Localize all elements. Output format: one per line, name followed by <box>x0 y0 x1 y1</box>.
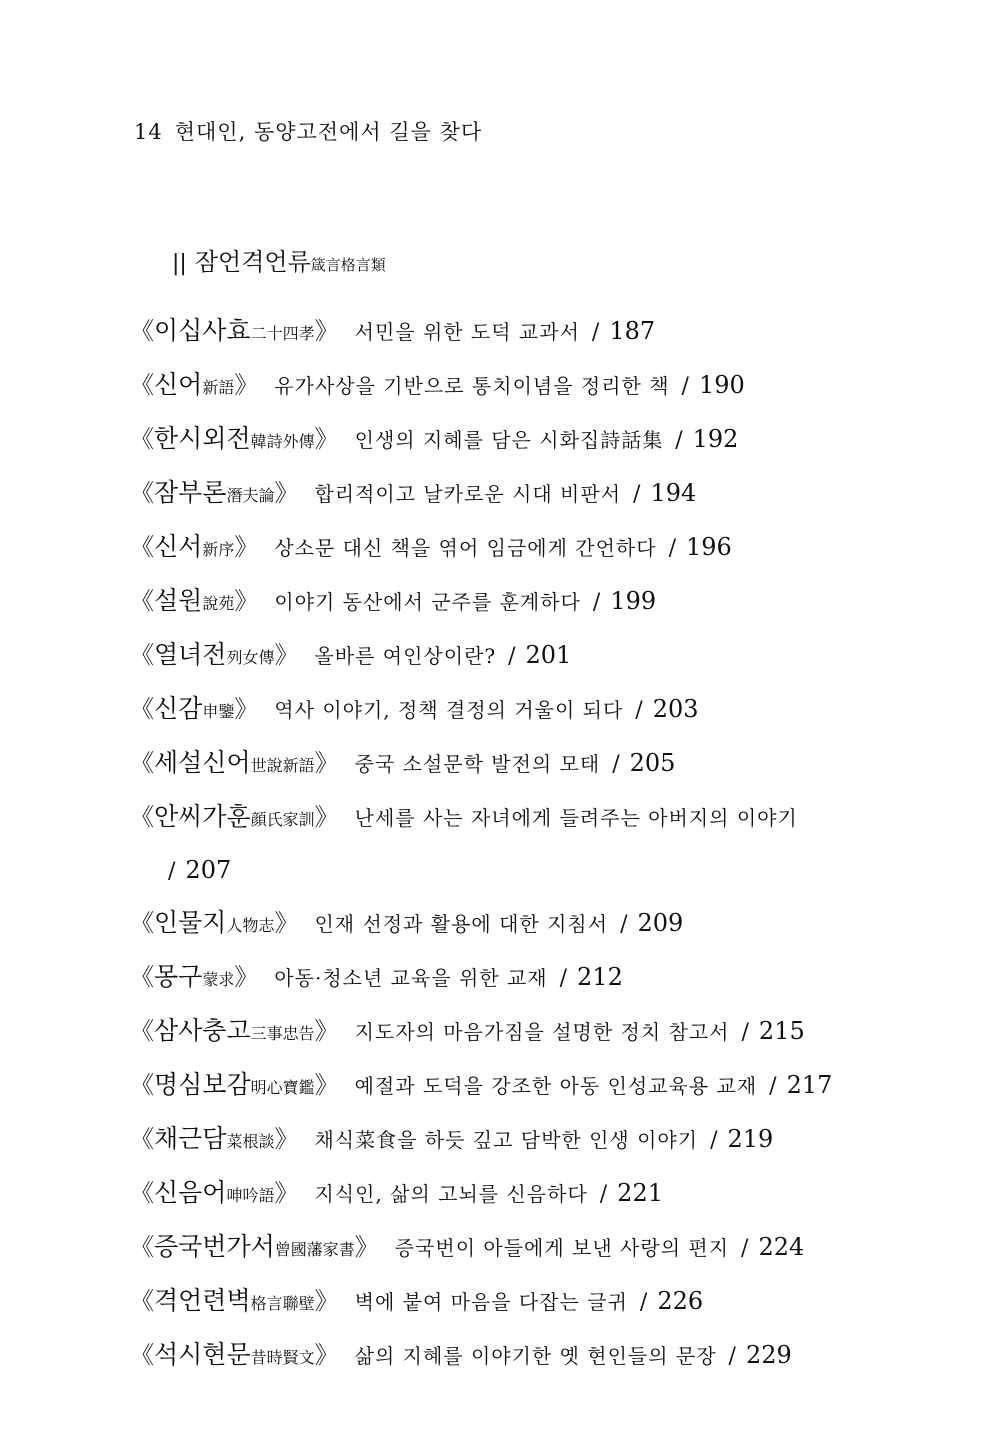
page-number: 14 <box>134 120 163 144</box>
page-separator: / <box>728 1344 736 1369</box>
entry-description: 상소문 대신 책을 엮어 임금에게 간언하다 <box>274 536 657 560</box>
book-open-bracket: 《 <box>130 1287 154 1315</box>
book-title-korean: 몽구 <box>154 962 203 991</box>
page-separator: / <box>635 698 643 723</box>
entry-page-number: 212 <box>577 963 623 991</box>
book-title-korean: 격언련벽 <box>154 1286 251 1315</box>
entry-description: 올바른 여인상이란? <box>314 644 497 668</box>
entry-page-number: 201 <box>525 641 572 669</box>
entry-page-number: 203 <box>652 695 699 723</box>
page-separator: / <box>675 428 683 453</box>
book-title-korean: 채근담 <box>154 1124 227 1153</box>
book-close-bracket: 》 <box>314 1287 339 1315</box>
entry-page-number: 221 <box>617 1179 663 1207</box>
book-open-bracket: 《 <box>130 587 154 615</box>
entry-page-number: 229 <box>745 1341 792 1369</box>
book-title-hanja: 世說新語 <box>250 756 315 775</box>
page-separator: / <box>710 1128 718 1153</box>
book-title-korean: 석시현문 <box>154 1340 251 1369</box>
toc-entry <box>130 1275 890 1329</box>
toc-entry <box>130 305 890 359</box>
page-separator: / <box>508 644 516 669</box>
toc-entry <box>130 1113 890 1167</box>
book-title-hanja: 蒙求 <box>202 970 235 989</box>
book-title-hanja: 呻吟語 <box>226 1186 275 1205</box>
entry-description: 합리적이고 날카로운 시대 비판서 <box>314 482 622 506</box>
book-close-bracket: 》 <box>314 1341 339 1369</box>
book-open-bracket: 《 <box>130 1017 154 1045</box>
book-title-hanja: 明心寶鑑 <box>250 1078 315 1097</box>
toc-entry <box>130 897 890 951</box>
entry-page-number: 219 <box>727 1125 774 1153</box>
book-title-korean: 명심보감 <box>154 1070 251 1099</box>
book-title-hanja: 昔時賢文 <box>250 1348 315 1367</box>
book-close-bracket: 》 <box>274 909 299 937</box>
book-open-bracket: 《 <box>130 317 154 345</box>
book-close-bracket: 》 <box>234 963 259 991</box>
book-close-bracket: 》 <box>234 533 259 561</box>
page-separator: / <box>639 1290 648 1315</box>
entry-description: 벽에 붙여 마음을 다잡는 글귀 <box>354 1290 628 1314</box>
book-close-bracket: 》 <box>274 641 299 669</box>
entry-description: 삶의 지혜를 이야기한 옛 현인들의 문장 <box>354 1344 717 1368</box>
book-close-bracket: 》 <box>274 479 299 507</box>
page-separator: / <box>559 966 568 991</box>
entry-description: 유가사상을 기반으로 통치이념을 정리한 책 <box>274 374 670 398</box>
book-open-bracket: 《 <box>130 749 154 777</box>
toc-entry <box>130 791 890 897</box>
book-title-korean: 이십사효 <box>154 316 251 345</box>
toc-entry <box>130 737 890 791</box>
book-title-hanja: 曾國藩家書 <box>274 1240 355 1259</box>
book-title-korean: 신감 <box>154 694 203 723</box>
entry-description: 인생의 지혜를 담은 시화집詩話集 <box>354 428 664 452</box>
entry-description: 중국 소설문학 발전의 모태 <box>354 752 601 776</box>
book-open-bracket: 《 <box>130 1233 154 1261</box>
entry-description: 채식菜食을 하듯 깊고 담박한 인생 이야기 <box>314 1128 699 1152</box>
book-open-bracket: 《 <box>130 695 154 723</box>
book-open-bracket: 《 <box>130 1341 154 1369</box>
page-separator: / <box>681 374 689 399</box>
page-separator: / <box>769 1074 777 1099</box>
book-close-bracket: 》 <box>314 1017 339 1045</box>
book-close-bracket: 》 <box>314 1071 339 1099</box>
book-title-hanja: 菜根談 <box>226 1132 275 1151</box>
toc-entry <box>130 521 890 575</box>
entry-description: 난세를 사는 자녀에게 들려주는 아버지의 이야기 <box>354 806 798 830</box>
book-close-bracket: 》 <box>314 803 339 831</box>
entry-description: 아동·청소년 교육을 위한 교재 <box>274 966 548 990</box>
page-separator: / <box>633 482 641 507</box>
book-open-bracket: 《 <box>130 641 154 669</box>
book-title-hanja: 三事忠告 <box>250 1024 315 1043</box>
book-title-korean: 설원 <box>154 586 203 615</box>
book-close-bracket: 》 <box>314 317 339 345</box>
book-title-korean: 잠부론 <box>154 478 227 507</box>
book-title-hanja: 二十四孝 <box>250 324 315 343</box>
entry-description: 지도자의 마음가짐을 설명한 정치 참고서 <box>354 1020 730 1044</box>
entry-page-number: 226 <box>657 1287 704 1315</box>
book-title-hanja: 格言聯壁 <box>250 1294 315 1313</box>
book-title-korean: 인물지 <box>154 908 227 937</box>
section-heading <box>172 242 386 277</box>
book-close-bracket: 》 <box>274 1125 299 1153</box>
book-title-hanja: 顔氏家訓 <box>250 810 315 829</box>
entry-page-number: 205 <box>629 749 676 777</box>
section-marker: || <box>172 251 187 276</box>
toc-entry <box>130 951 890 1005</box>
book-title-hanja: 潛夫論 <box>226 486 275 505</box>
entry-page-number: 217 <box>786 1071 833 1099</box>
toc-entry <box>130 683 890 737</box>
book-open-bracket: 《 <box>130 909 154 937</box>
toc-entry <box>130 575 890 629</box>
entry-page-number: 207 <box>185 856 232 884</box>
book-title-hanja: 人物志 <box>226 916 275 935</box>
book-title-korean: 한시외전 <box>154 424 251 453</box>
toc-entry <box>130 629 890 683</box>
page-separator: / <box>612 752 620 777</box>
book-title-hanja: 新序 <box>202 540 235 559</box>
entry-page-number: 209 <box>637 909 684 937</box>
book-close-bracket: 》 <box>234 371 259 399</box>
book-title-korean: 신어 <box>154 370 203 399</box>
book-title-korean: 신서 <box>154 532 203 561</box>
book-open-bracket: 《 <box>130 479 154 507</box>
toc-entry <box>130 1167 890 1221</box>
entry-description: 인재 선정과 활용에 대한 지침서 <box>314 912 609 936</box>
book-title-korean: 신음어 <box>154 1178 227 1207</box>
entry-page-number: 192 <box>692 425 739 453</box>
toc-entry <box>130 467 890 521</box>
book-title: 현대인, 동양고전에서 길을 찾다 <box>174 120 483 144</box>
page-separator: / <box>591 320 600 345</box>
entry-description: 이야기 동산에서 군주를 훈계하다 <box>274 590 581 614</box>
book-open-bracket: 《 <box>130 963 154 991</box>
book-title-korean: 증국번가서 <box>154 1232 275 1261</box>
book-open-bracket: 《 <box>130 425 154 453</box>
entry-page-number: 190 <box>698 371 745 399</box>
toc-entry <box>130 413 890 467</box>
entry-page-number: 194 <box>650 479 697 507</box>
book-open-bracket: 《 <box>130 533 154 561</box>
page-separator: / <box>599 1182 608 1207</box>
book-close-bracket: 》 <box>354 1233 379 1261</box>
book-title-korean: 삼사충고 <box>154 1016 251 1045</box>
toc-entry <box>130 359 890 413</box>
book-open-bracket: 《 <box>130 371 154 399</box>
book-title-hanja: 說苑 <box>202 594 235 613</box>
entry-description: 예절과 도덕을 강조한 아동 인성교육용 교재 <box>354 1074 758 1098</box>
book-title-hanja: 申鑒 <box>202 702 235 721</box>
book-open-bracket: 《 <box>130 1071 154 1099</box>
section-title-hanja: 箴言格言類 <box>310 256 386 274</box>
entry-description: 서민을 위한 도덕 교과서 <box>354 320 580 344</box>
entry-page-number: 187 <box>609 317 656 345</box>
book-close-bracket: 》 <box>314 425 339 453</box>
book-title-korean: 열녀전 <box>154 640 227 669</box>
entry-page-number: 224 <box>758 1233 805 1261</box>
toc-entry <box>130 1005 890 1059</box>
entry-description: 역사 이야기, 정책 결정의 거울이 되다 <box>274 698 624 722</box>
book-title-korean: 세설신어 <box>154 748 251 777</box>
book-close-bracket: 》 <box>234 587 259 615</box>
toc-entry <box>130 1059 890 1113</box>
toc-entry <box>130 1329 890 1383</box>
entry-continuation <box>130 845 890 897</box>
book-title-hanja: 新語 <box>202 378 235 397</box>
toc-entry <box>130 1221 890 1275</box>
page-separator: / <box>620 912 628 937</box>
book-open-bracket: 《 <box>130 803 154 831</box>
entry-page-number: 199 <box>610 587 657 615</box>
book-title-hanja: 列女傳 <box>226 648 275 667</box>
book-title-korean: 안씨가훈 <box>154 802 251 831</box>
book-title-hanja: 韓詩外傳 <box>250 432 315 451</box>
book-close-bracket: 》 <box>274 1179 299 1207</box>
entry-page-number: 215 <box>758 1017 805 1045</box>
book-close-bracket: 》 <box>234 695 259 723</box>
page-separator: / <box>741 1236 749 1261</box>
page-separator: / <box>668 536 676 561</box>
running-head <box>134 116 482 146</box>
book-open-bracket: 《 <box>130 1125 154 1153</box>
page-separator: / <box>741 1020 749 1045</box>
page-separator: / <box>168 859 176 884</box>
entry-description: 지식인, 삶의 고뇌를 신음하다 <box>314 1182 588 1206</box>
section-title: 잠언격언류 <box>194 248 311 276</box>
entry-description: 증국번이 아들에게 보낸 사랑의 편지 <box>394 1236 730 1260</box>
table-of-contents <box>130 305 890 1383</box>
book-close-bracket: 》 <box>314 749 339 777</box>
page-separator: / <box>592 590 601 615</box>
book-open-bracket: 《 <box>130 1179 154 1207</box>
entry-page-number: 196 <box>685 533 732 561</box>
